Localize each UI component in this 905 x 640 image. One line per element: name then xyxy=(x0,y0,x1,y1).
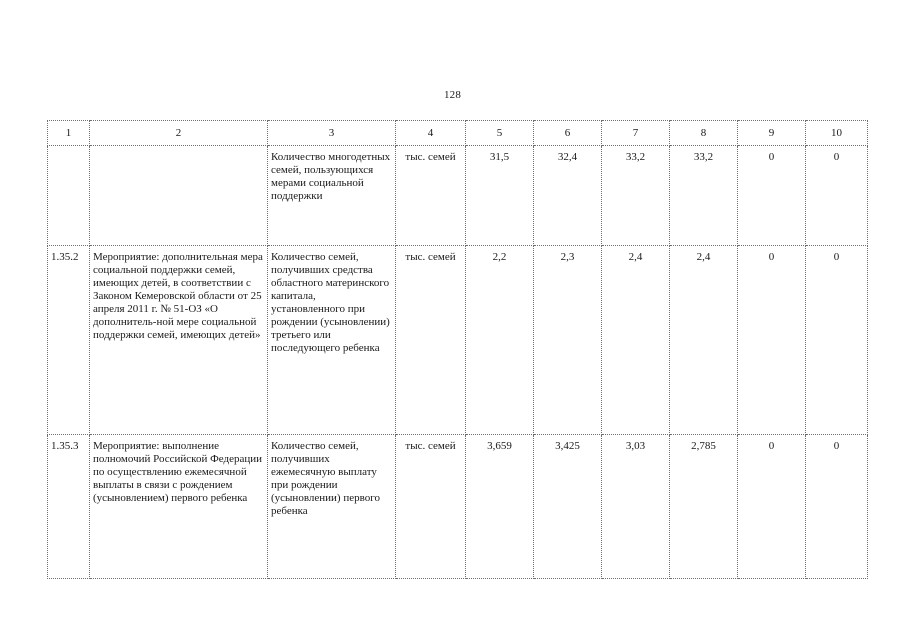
value-cell: 0 xyxy=(738,146,806,246)
unit-cell: тыс. семей xyxy=(396,146,466,246)
column-header: 9 xyxy=(738,121,806,146)
value-cell: 0 xyxy=(738,435,806,579)
column-header: 3 xyxy=(268,121,396,146)
unit-cell: тыс. семей xyxy=(396,435,466,579)
table-row xyxy=(48,435,868,579)
table-header-row xyxy=(48,121,868,146)
row-number-cell: 1.35.2 xyxy=(48,246,90,435)
column-header: 4 xyxy=(396,121,466,146)
column-header: 1 xyxy=(48,121,90,146)
indicator-cell: Количество семей, получивших ежемесячную выплату при рождении (усыновлении) первого ребенка xyxy=(268,435,396,579)
value-cell: 33,2 xyxy=(602,146,670,246)
value-cell: 2,785 xyxy=(670,435,738,579)
value-cell: 33,2 xyxy=(670,146,738,246)
value-cell: 0 xyxy=(738,246,806,435)
row-number-cell: 1.35.3 xyxy=(48,435,90,579)
value-cell: 3,03 xyxy=(602,435,670,579)
measure-cell: Мероприятие: выполнение полномочий Российской Федерации по осуществлению ежемесячной выплаты в связи с рождением (усыновлением) первого ребенка xyxy=(90,435,268,579)
indicators-table xyxy=(47,120,868,579)
value-cell: 0 xyxy=(806,246,868,435)
value-cell: 2,4 xyxy=(602,246,670,435)
value-cell: 2,4 xyxy=(670,246,738,435)
measure-cell xyxy=(90,146,268,246)
value-cell: 3,425 xyxy=(534,435,602,579)
value-cell: 0 xyxy=(806,146,868,246)
row-number-cell xyxy=(48,146,90,246)
column-header: 5 xyxy=(466,121,534,146)
column-header: 8 xyxy=(670,121,738,146)
table-row xyxy=(48,146,868,246)
table-row xyxy=(48,246,868,435)
value-cell: 3,659 xyxy=(466,435,534,579)
column-header: 7 xyxy=(602,121,670,146)
value-cell: 2,3 xyxy=(534,246,602,435)
value-cell: 0 xyxy=(806,435,868,579)
value-cell: 32,4 xyxy=(534,146,602,246)
column-header: 10 xyxy=(806,121,868,146)
measure-cell: Мероприятие: дополнительная мера социальной поддержки семей, имеющих детей, в соответствии с Законом Кемеровской области от 25 апреля 2011 г. № 51-ОЗ «О дополнитель-ной мере социальной поддержки семей, имеющих детей» xyxy=(90,246,268,435)
column-header: 6 xyxy=(534,121,602,146)
column-header: 2 xyxy=(90,121,268,146)
indicator-cell: Количество семей, получивших средства областного материнского капитала, установленного при рождении (усыновлении) третьего или последующего ребенка xyxy=(268,246,396,435)
indicator-cell: Количество многодетных семей, пользующихся мерами социальной поддержки xyxy=(268,146,396,246)
unit-cell: тыс. семей xyxy=(396,246,466,435)
page-number: 128 xyxy=(443,89,462,101)
value-cell: 31,5 xyxy=(466,146,534,246)
value-cell: 2,2 xyxy=(466,246,534,435)
